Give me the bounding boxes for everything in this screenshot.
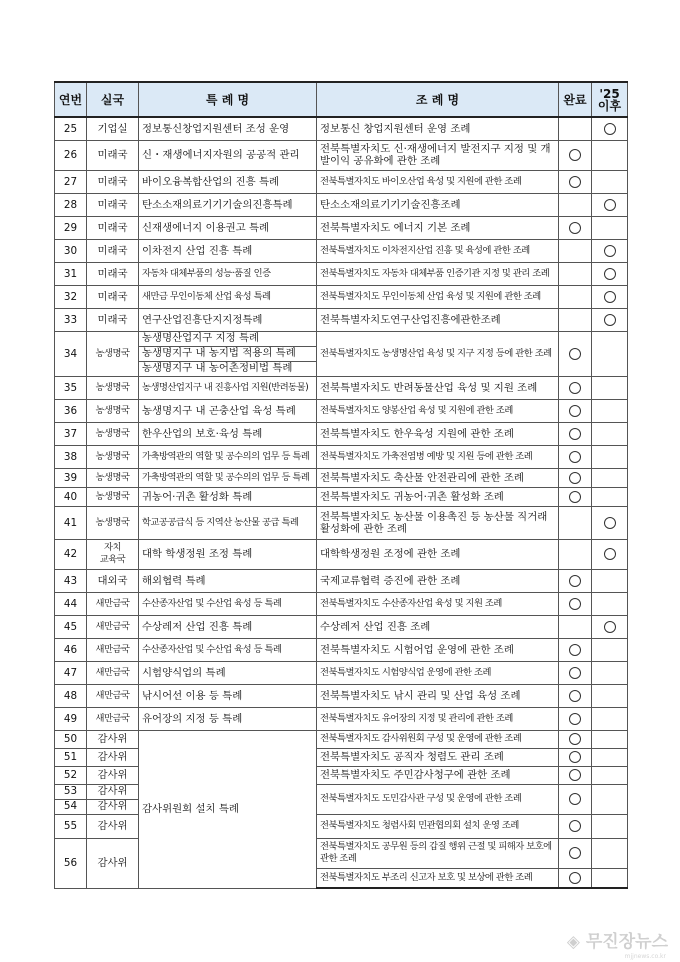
watermark-url: mjjnews.co.kr	[624, 953, 666, 960]
special-cases-table	[54, 81, 628, 889]
table-row: 39 농생명국 가축방역관의 역할 및 공수의의 업무 등 특례 전북특별자치도 축산물 안전관리에 관한 조례	[55, 468, 628, 487]
table-row: 47 새만금국 시험양식업의 특례 전북특별자치도 시험양식업 운영에 관한 조례	[55, 661, 628, 684]
circle-mark-icon	[569, 793, 581, 805]
table-row: 40 농생명국 귀농어·귀촌 활성화 특례 전북특별자치도 귀농어·귀촌 활성화 조례	[55, 487, 628, 506]
circle-mark-icon	[604, 199, 616, 211]
table-row: 30 미래국 이차전지 산업 진흥 특례 전북특별자치도 이차전지산업 진흥 및 육성에 관한 조례	[55, 239, 628, 262]
header-no: 연번	[55, 82, 87, 117]
table-row: 46 새만금국 수산종자산업 및 수산업 육성 등 특례 전북특별자치도 시험어업 운영에 관한 조례	[55, 638, 628, 661]
circle-mark-icon	[569, 472, 581, 484]
circle-mark-icon	[569, 222, 581, 234]
table-row: 29 미래국 신재생에너지 이용권고 특례 전북특별자치도 에너지 기본 조례	[55, 216, 628, 239]
circle-mark-icon	[569, 713, 581, 725]
circle-mark-icon	[604, 548, 616, 560]
table-row: 53 54 감사위 감사위 전북특별자치도 도민감사관 구성 및 운영에 관한 조례	[55, 784, 628, 814]
table-row: 28 미래국 탄소소재의료기기기술의진흥특례 탄소소재의료기기기술진흥조례	[55, 193, 628, 216]
circle-mark-icon	[569, 733, 581, 745]
header-after: '25 이후	[592, 82, 628, 117]
table-row: 31 미래국 자동차 대체부품의 성능·품질 인증 전북특별자치도 자동차 대체부품 인증기관 지정 및 관리 조례	[55, 262, 628, 285]
circle-mark-icon	[569, 598, 581, 610]
circle-mark-icon	[569, 820, 581, 832]
circle-mark-icon	[569, 428, 581, 440]
dept-line: 교육국	[99, 554, 126, 565]
table-row: 35 농생명국 농생명산업지구 내 진흥사업 지원(반려동물) 전북특별자치도 반려동물산업 육성 및 지원 조례	[55, 376, 628, 399]
circle-mark-icon	[569, 847, 581, 859]
table-row: 42 자치 교육국 대학 학생정원 조정 특례 대학학생정원 조정에 관한 조례	[55, 539, 628, 569]
special-line: 농생명산업지구 지정 특례	[139, 332, 316, 347]
special-line: 농생명지구 내 농어촌정비법 특례	[142, 361, 293, 374]
table-row: 50 감사위 감사위원회 설치 특례 전북특별자치도 감사위원회 구성 및 운영에 관한 조례	[55, 730, 628, 748]
table-row: 32 미래국 새만금 무인이동체 산업 육성 특례 전북특별자치도 무인이동체 산업 육성 및 지원에 관한 조례	[55, 285, 628, 308]
table-header-row	[55, 82, 628, 117]
circle-mark-icon	[569, 405, 581, 417]
table-row: 52 감사위 전북특별자치도 주민감사청구에 관한 조례	[55, 766, 628, 784]
circle-mark-icon	[604, 517, 616, 529]
table-row: 33 미래국 연구산업진흥단지지정특례 전북특별자치도연구산업진흥에관한조례	[55, 308, 628, 331]
table-row: 55 감사위 전북특별자치도 청렴사회 민관협의회 설치 운영 조례	[55, 814, 628, 838]
circle-mark-icon	[604, 621, 616, 633]
special-line: 농생명지구 내 농지법 적용의 특례	[139, 347, 316, 362]
table-row: 37 농생명국 한우산업의 보호·육성 특례 전북특별자치도 한우육성 지원에 관한 조례	[55, 422, 628, 445]
circle-mark-icon	[604, 123, 616, 135]
table-row: 56 감사위 전북특별자치도 공무원 등의 갑질 행위 근절 및 피해자 보호에 관한 조례	[55, 838, 628, 868]
table-row: 38 농생명국 가축방역관의 역할 및 공수의의 업무 등 특례 전북특별자치도 가축전염병 예방 및 지원 등에 관한 조례	[55, 445, 628, 468]
circle-mark-icon	[569, 176, 581, 188]
circle-mark-icon	[569, 382, 581, 394]
circle-mark-icon	[569, 751, 581, 763]
header-special: 특 례 명	[139, 82, 317, 117]
circle-mark-icon	[569, 149, 581, 161]
circle-mark-icon	[569, 451, 581, 463]
header-done: 완료	[559, 82, 592, 117]
table-row: 45 새만금국 수상레저 산업 진흥 특례 수상레저 산업 진흥 조례	[55, 615, 628, 638]
circle-mark-icon	[604, 268, 616, 280]
circle-mark-icon	[604, 245, 616, 257]
table-row: 51 감사위 전북특별자치도 공직자 청렴도 관리 조례	[55, 748, 628, 766]
header-dept: 실국	[87, 82, 139, 117]
circle-mark-icon	[569, 872, 581, 884]
circle-mark-icon	[569, 769, 581, 781]
table-row: 34 농생명국 농생명산업지구 지정 특례 농생명지구 내 농지법 적용의 특례 농생명지구 내 농어촌정비법 특례 전북특별자치도 농생명산업 육성 및 지구 지정 등에 관한 조례	[55, 331, 628, 376]
watermark-logo: ◈ 무진장뉴스	[566, 932, 668, 952]
circle-mark-icon	[569, 491, 581, 503]
circle-mark-icon	[604, 291, 616, 303]
header-ordinance: 조 례 명	[317, 82, 559, 117]
table-row: 36 농생명국 농생명지구 내 곤충산업 육성 특례 전북특별자치도 양봉산업 육성 및 지원에 관한 조례	[55, 399, 628, 422]
table-row: 전북특별자치도 부조리 신고자 보호 및 보상에 관한 조례	[55, 868, 628, 888]
table-row: 27 미래국 바이오융복합산업의 진흥 특례 전북특별자치도 바이오산업 육성 및 지원에 관한 조례	[55, 170, 628, 193]
table-row: 44 새만금국 수산종자산업 및 수산업 육성 등 특례 전북특별자치도 수산종자산업 육성 및 지원 조례	[55, 592, 628, 615]
table-row: 43 대외국 해외협력 특례 국제교류협력 증진에 관한 조례	[55, 569, 628, 592]
table-row: 26 미래국 신・재생에너지자원의 공공적 관리 전북특별자치도 신·재생에너지 발전지구 지정 및 개발이익 공유화에 관한 조례	[55, 140, 628, 170]
circle-mark-icon	[569, 667, 581, 679]
circle-mark-icon	[569, 348, 581, 360]
circle-mark-icon	[604, 314, 616, 326]
circle-mark-icon	[569, 690, 581, 702]
dept-line: 자치	[104, 542, 121, 553]
table-row: 41 농생명국 학교공공급식 등 지역산 농산물 공급 특례 전북특별자치도 농산물 이용촉진 등 농산물 직거래 활성화에 관한 조례	[55, 506, 628, 539]
circle-mark-icon	[569, 575, 581, 587]
circle-mark-icon	[569, 644, 581, 656]
table-row: 49 새만금국 유어장의 지정 등 특례 전북특별자치도 유어장의 지정 및 관리에 관한 조례	[55, 707, 628, 730]
table-row: 48 새만금국 낚시어선 이용 등 특례 전북특별자치도 낚시 관리 및 산업 육성 조례	[55, 684, 628, 707]
table-row: 25 기업실 정보통신창업지원센터 조성 운영 정보통신 창업지원센터 운영 조례	[55, 117, 628, 140]
